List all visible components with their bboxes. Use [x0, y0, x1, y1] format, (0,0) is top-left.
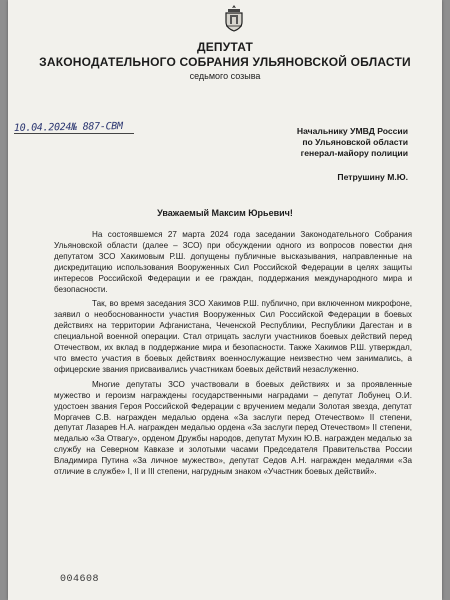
greeting: Уважаемый Максим Юрьевич!: [157, 208, 293, 218]
addressee-rank: генерал-майору полиции: [300, 148, 408, 158]
letterhead-institution: ЗАКОНОДАТЕЛЬНОГО СОБРАНИЯ УЛЬЯНОВСКОЙ ОБЛАСТИ: [39, 55, 411, 69]
addressee-name: Петрушину М.Ю.: [337, 172, 408, 182]
addressee-region: по Ульяновской области: [302, 137, 408, 147]
outgoing-number: 10.04.2024№ 887-СВМ: [13, 121, 123, 134]
body-paragraph: Так, во время заседания ЗСО Хакимов Р.Ш. публично, при включенном микрофоне, заявил о необоснованности участия Вооруженных Сил Российской Федерации в боевых действиях на территории Афганистана, Чеченской Республики, Республики Дагестан и в специальной военной операции. Стал отрицать заслуги участников боевых действий перед Отечеством, их вклад в поддержание мира и безопасности. Также Хакимов Р.Ш. утверждал, что вместо участия в боевых действиях военнослужащие неизвестно чем занимались, а офицерские звания присваивались участникам боевых действий незаслуженно.: [54, 299, 412, 374]
addressee-position: Начальнику УМВД России: [296, 126, 408, 136]
letterhead-convocation: седьмого созыва: [189, 71, 261, 81]
body-paragraph: На состоявшемся 27 марта 2024 года заседании Законодательного Собрания Ульяновской области (далее – ЗСО) при обсуждении одного из вопросов повестки дня депутатом ЗСО Хакимовым Р.Ш. допущены публичные высказывания, направленные на дискредитацию использования Вооруженных Сил Российской Федерации в целях защиты интересов Российской Федерации и ее граждан, поддержания международного мира и безопасности.: [54, 230, 412, 294]
stamp-number: 004608: [60, 574, 100, 585]
letterhead-title: ДЕПУТАТ: [196, 40, 253, 54]
body-paragraph: Многие депутаты ЗСО участвовали в боевых действиях и за проявленные мужество и героизм награждены государственными наградами – депутат Лобунец О.И. удостоен звания Героя Российской Федерации с вручением медали Золотая звезда, депутат Моргачев С.В. награжден медалью ордена «За заслуги перед Отечеством» II степени, депутат Лазарев Н.А. награжден медалью ордена «За заслуги перед Отечеством» II степени, медалью «За Отвагу», орденом Дружбы народов, депутат Мухин Ю.В. награжден медалью за службу на Северном Кавказе и золотыми часами Председателя Правительства России Владимира Путина «За личное мужество», депутат Седов А.Н. награжден медалями «За отличие в службе» I, II и III степени, нагрудным знаком «Участник боевых действий».: [54, 379, 412, 477]
ulyanovsk-coat-of-arms-icon: [223, 4, 245, 32]
outgoing-number-underline: [14, 133, 134, 134]
letter-body: [54, 230, 412, 482]
letter-page: [8, 0, 442, 600]
